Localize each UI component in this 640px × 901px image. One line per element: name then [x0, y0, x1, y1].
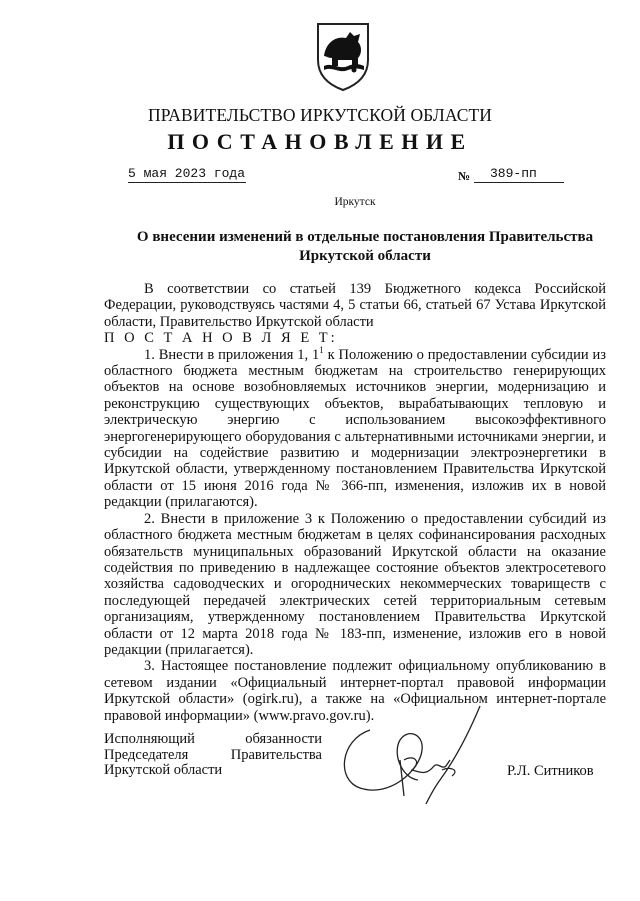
item-1-start: 1. Внести в приложения 1, 1	[144, 346, 320, 363]
handwritten-signature	[330, 700, 490, 820]
position-word-5: Иркутской области	[104, 762, 223, 778]
document-body	[104, 281, 606, 724]
document-type: ПОСТАНОВЛЕНИЕ	[167, 129, 473, 154]
government-name: ПРАВИТЕЛЬСТВО ИРКУТСКОЙ ОБЛАСТИ	[147, 105, 493, 125]
document-title: О внесении изменений в отдельные постановления Правительства Иркутской области	[136, 229, 594, 264]
number-sign: №	[458, 169, 471, 183]
item-1-rest: к Положению о предоставлении субсидии из областного бюджета местным бюджетам на строительство генерирующих объектов на основе возобновляемых источников энергии, модернизацию и реконструкцию существующих объектов, вырабатывающих тепловую и электрическую энергию с использованием высокоэффективного энергогенерирующего оборудования с альтернативными источниками энергии, и субсидии на содействие развитию и модернизации электроэнергетики в Иркутской области, утвержденному постановлением Правительства Иркутской области от 15 июня 2016 года № 366-пп, изменения, изложив их в новой редакции (прилагаются).	[104, 346, 606, 511]
paragraph-item-3: 3. Настоящее постановление подлежит официальному опубликованию в сетевом издании «Официальный интернет-портал правовой информации Иркутской области» (ogirk.ru), а также на «Официальном интернет-портале правовой информации» (www.pravo.gov.ru).	[104, 658, 606, 724]
document-number: 389-пп	[474, 166, 564, 183]
position-word-3: Председателя	[104, 746, 189, 763]
coat-of-arms-icon	[314, 20, 372, 92]
signatory-name: Р.Л. Ситников	[507, 763, 594, 779]
position-word-1: Исполняющий	[104, 731, 195, 747]
paragraph-preamble: В соответствии со статьей 139 Бюджетного кодекса Российской Федерации, руководствуясь частями 4, 5 статьи 66, статьей 67 Устава Иркутской области, Правительство Иркутской области	[104, 281, 606, 330]
paragraph-item-2: 2. Внести в приложение 3 к Положению о предоставлении субсидий из областного бюджета местным бюджетам в целях софинансирования расходных обязательств муниципальных образований Иркутской области на оказание содействия по приведению в надлежащее состояние объектов электросетевого хозяйства садоводческих и огороднических некоммерческих товариществ с последующей передачей электрических сетей территориальным сетевым организациям, утвержденному постановлением Правительства Иркутской области от 12 марта 2018 года № 183-пп, изменение, изложив его в новой редакции (прилагается).	[104, 510, 606, 658]
decree-word: П О С Т А Н О В Л Я Е Т:	[104, 330, 338, 347]
city: Иркутск	[334, 196, 376, 208]
position-word-2: обязанности	[245, 731, 322, 747]
document-date: 5 мая 2023 года	[128, 166, 246, 181]
paragraph-item-1	[104, 344, 606, 511]
position-word-4: Правительства	[230, 746, 322, 763]
item-1-superscript: 1	[319, 344, 324, 355]
signatory-position	[104, 732, 322, 779]
